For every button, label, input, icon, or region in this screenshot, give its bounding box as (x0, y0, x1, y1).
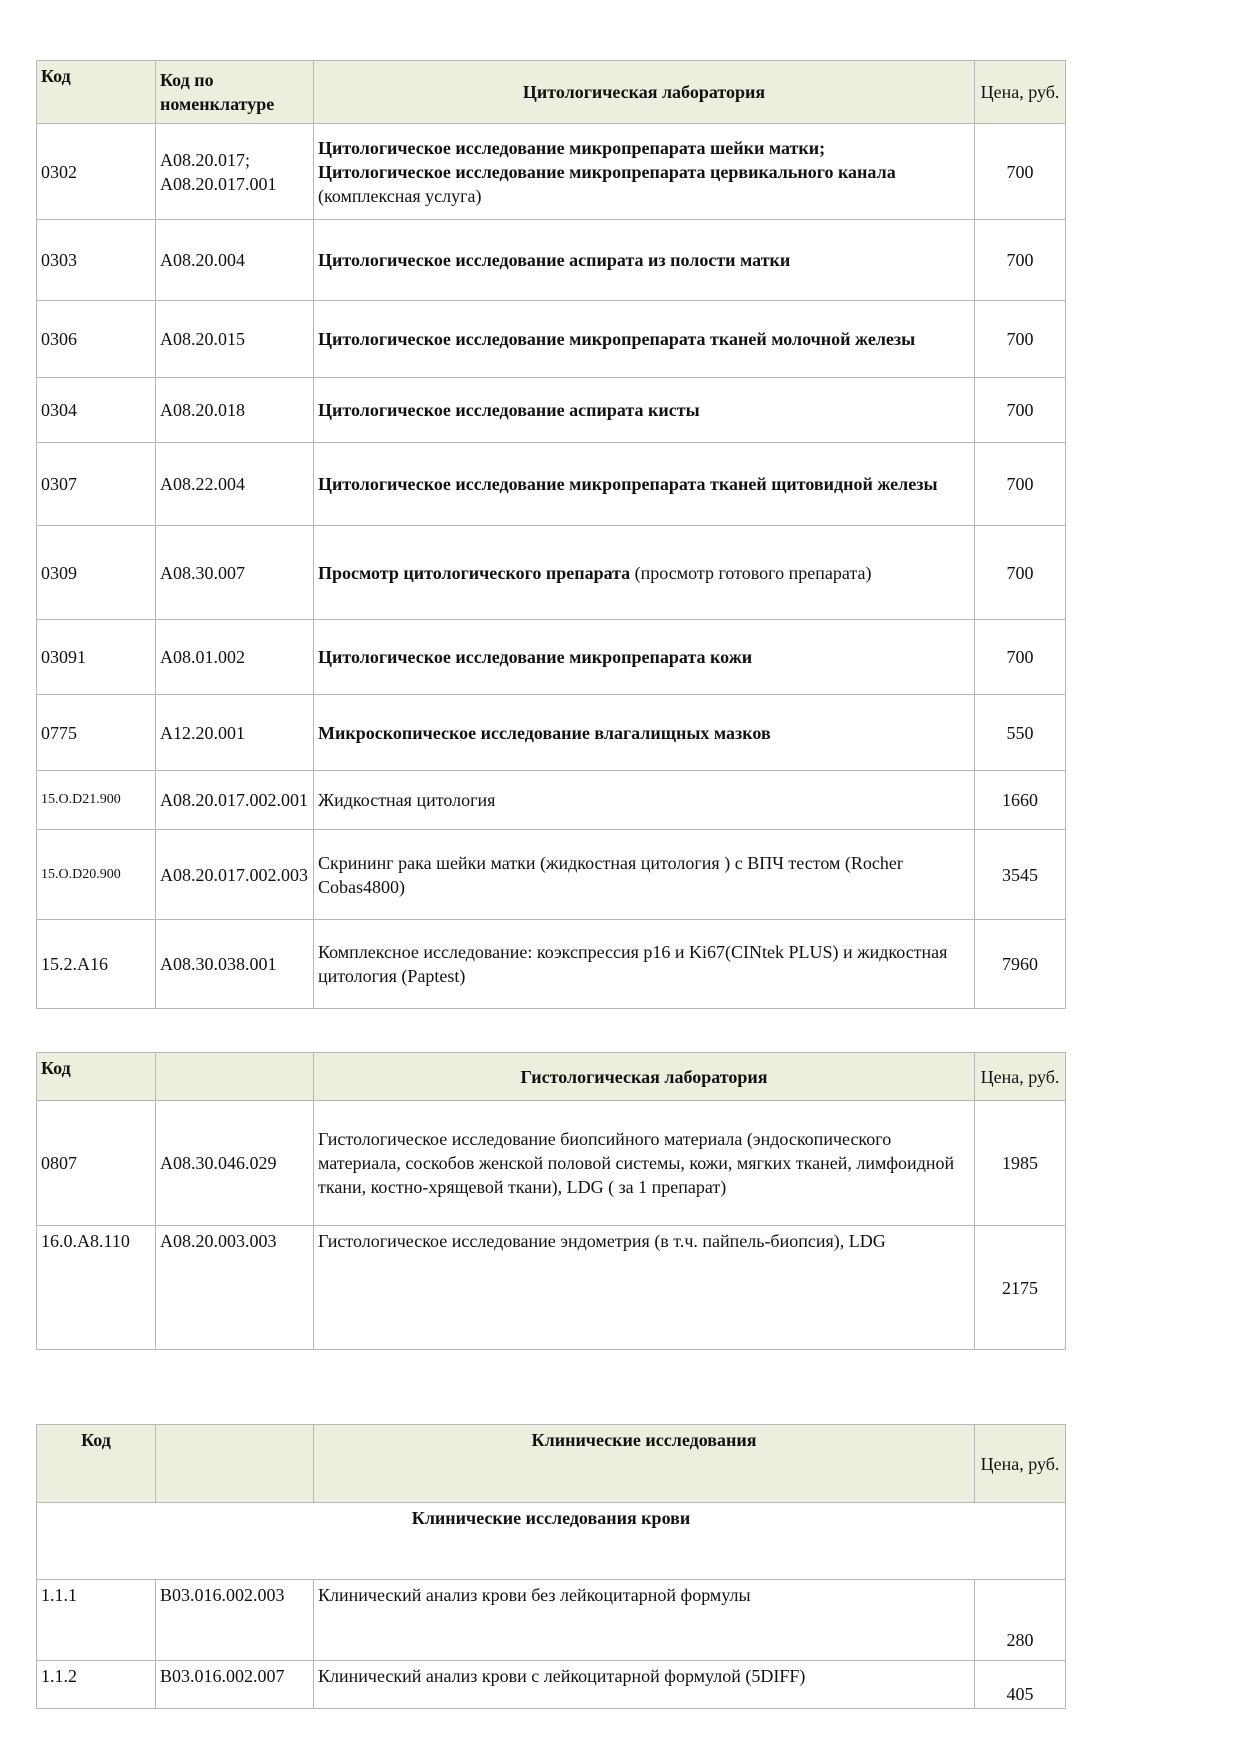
row-nomenclature-code: A08.30.046.029 (156, 1101, 314, 1226)
table-row (37, 220, 1066, 301)
row-nomenclature-code: A08.01.002 (156, 620, 314, 695)
subsection-row (37, 1503, 1066, 1580)
row-price: 700 (975, 378, 1066, 443)
row-service-name: Клинический анализ крови с лейкоцитарной формулой (5DIFF) (314, 1661, 975, 1709)
row-code: 15.O.D20.900 (37, 830, 156, 920)
row-service-name: Цитологическое исследование микропрепарата тканей молочной железы (314, 301, 975, 378)
row-code: 15.2.A16 (37, 920, 156, 1009)
row-code: 16.0.A8.110 (37, 1226, 156, 1350)
row-service-name: Просмотр цитологического препарата (просмотр готового препарата) (314, 526, 975, 620)
header-nomenclature (156, 1053, 314, 1101)
row-nomenclature-code: A08.20.018 (156, 378, 314, 443)
row-nomenclature-code: A08.20.017.002.001 (156, 771, 314, 830)
subsection-title: Клинические исследования крови (37, 1503, 1066, 1580)
row-service-name: Гистологическое исследование эндометрия (в т.ч. пайпель-биопсия), LDG (314, 1226, 975, 1350)
header-section-title: Клинические исследования (314, 1425, 975, 1503)
row-price: 700 (975, 620, 1066, 695)
header-price: Цена, руб. (975, 1425, 1066, 1503)
row-price: 2175 (975, 1226, 1066, 1350)
clinical-price-table (36, 1424, 1066, 1709)
row-price: 7960 (975, 920, 1066, 1009)
histology-price-table (36, 1052, 1066, 1350)
table-row (37, 620, 1066, 695)
table-row (37, 1101, 1066, 1226)
table-row (37, 1661, 1066, 1709)
row-service-name: Цитологическое исследование аспирата из полости матки (314, 220, 975, 301)
row-code: 0304 (37, 378, 156, 443)
cytology-price-table (36, 60, 1066, 1009)
table-row (37, 1226, 1066, 1350)
row-nomenclature-code: A08.20.003.003 (156, 1226, 314, 1350)
row-service-name: Гистологическое исследование биопсийного материала (эндоскопического материала, соскобов женской половой системы, кожи, мягких тканей, лимфоидной ткани, костно-хрящевой ткани), LDG ( за 1 препарат) (314, 1101, 975, 1226)
row-service-name: Скрининг рака шейки матки (жидкостная цитология ) с ВПЧ тестом (Rocher Cobas4800) (314, 830, 975, 920)
row-service-name: Комплексное исследование: коэкспрессия p16 и Ki67(CINtek PLUS) и жидкостная цитология (Paptest) (314, 920, 975, 1009)
row-code: 15.O.D21.900 (37, 771, 156, 830)
table-row (37, 443, 1066, 526)
table-header-row (37, 1425, 1066, 1503)
row-nomenclature-code: A08.30.038.001 (156, 920, 314, 1009)
table-row (37, 526, 1066, 620)
row-code: 0309 (37, 526, 156, 620)
row-service-name: Жидкостная цитология (314, 771, 975, 830)
row-nomenclature-code: A08.30.007 (156, 526, 314, 620)
header-price: Цена, руб. (975, 1053, 1066, 1101)
row-code: 1.1.1 (37, 1580, 156, 1661)
row-code: 0807 (37, 1101, 156, 1226)
row-code: 0302 (37, 124, 156, 220)
row-price: 280 (975, 1580, 1066, 1661)
row-price: 700 (975, 526, 1066, 620)
row-nomenclature-code: B03.016.002.007 (156, 1661, 314, 1709)
row-price: 3545 (975, 830, 1066, 920)
table-row (37, 920, 1066, 1009)
row-code: 0306 (37, 301, 156, 378)
row-code: 0307 (37, 443, 156, 526)
table-header-row (37, 1053, 1066, 1101)
row-price: 700 (975, 301, 1066, 378)
row-code: 1.1.2 (37, 1661, 156, 1709)
row-price: 405 (975, 1661, 1066, 1709)
table-row (37, 830, 1066, 920)
header-section-title: Цитологическая лаборатория (314, 61, 975, 124)
row-service-name: Микроскопическое исследование влагалищных мазков (314, 695, 975, 771)
table-row (37, 1580, 1066, 1661)
row-price: 700 (975, 220, 1066, 301)
row-code: 03091 (37, 620, 156, 695)
table-row (37, 378, 1066, 443)
header-nomenclature: Код по номенклатуре (156, 61, 314, 124)
header-section-title: Гистологическая лаборатория (314, 1053, 975, 1101)
header-price: Цена, руб. (975, 61, 1066, 124)
row-nomenclature-code: A08.20.015 (156, 301, 314, 378)
row-price: 1985 (975, 1101, 1066, 1226)
row-service-name: Цитологическое исследование микропрепарата кожи (314, 620, 975, 695)
table-row (37, 695, 1066, 771)
header-code: Код (37, 1425, 156, 1503)
row-nomenclature-code: B03.016.002.003 (156, 1580, 314, 1661)
row-code: 0303 (37, 220, 156, 301)
row-nomenclature-code: A08.22.004 (156, 443, 314, 526)
row-price: 550 (975, 695, 1066, 771)
row-nomenclature-code: A08.20.004 (156, 220, 314, 301)
row-service-name: Клинический анализ крови без лейкоцитарной формулы (314, 1580, 975, 1661)
row-service-name: Цитологическое исследование микропрепарата шейки матки; Цитологическое исследование микропрепарата цервикального канала (комплексная услуга) (314, 124, 975, 220)
row-nomenclature-code: A08.20.017.002.003 (156, 830, 314, 920)
table-row (37, 301, 1066, 378)
row-price: 700 (975, 124, 1066, 220)
table-row (37, 124, 1066, 220)
row-service-name: Цитологическое исследование микропрепарата тканей щитовидной железы (314, 443, 975, 526)
header-nomenclature (156, 1425, 314, 1503)
row-nomenclature-code: A08.20.017; A08.20.017.001 (156, 124, 314, 220)
header-code: Код (37, 61, 156, 124)
row-nomenclature-code: A12.20.001 (156, 695, 314, 771)
row-service-name: Цитологическое исследование аспирата кисты (314, 378, 975, 443)
table-row (37, 771, 1066, 830)
table-header-row (37, 61, 1066, 124)
row-code: 0775 (37, 695, 156, 771)
row-price: 1660 (975, 771, 1066, 830)
header-code: Код (37, 1053, 156, 1101)
row-price: 700 (975, 443, 1066, 526)
